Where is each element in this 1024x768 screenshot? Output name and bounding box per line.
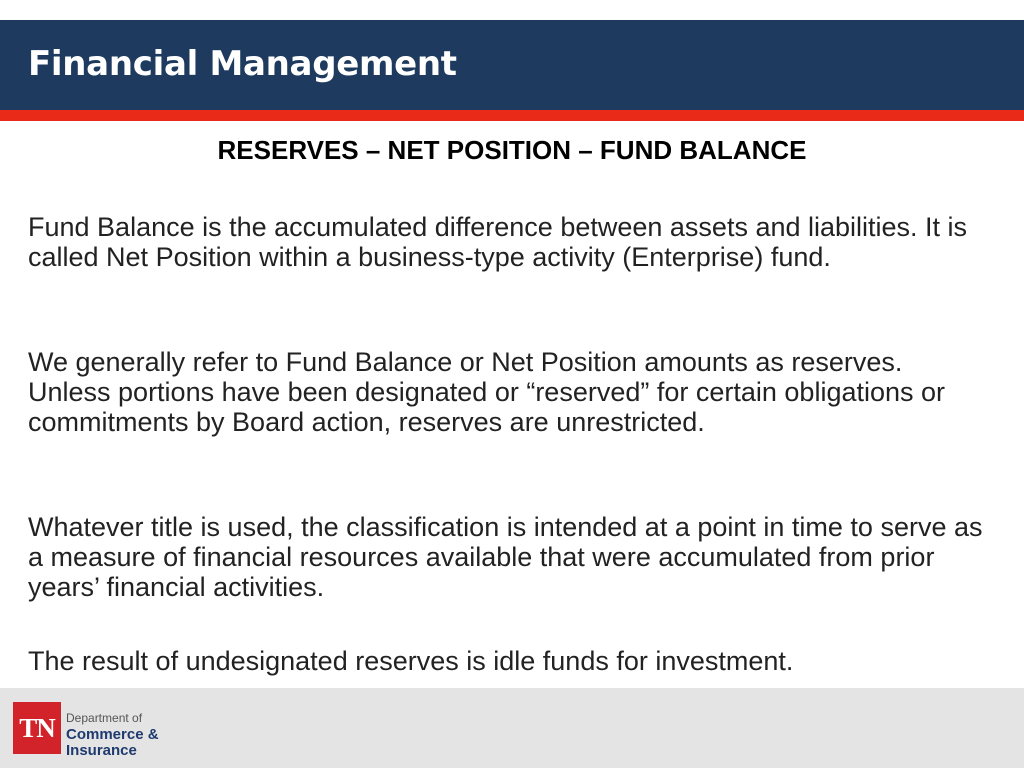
paragraph-classification: Whatever title is used, the classification is intended at a point in time to serve as a measure of financial resources available that were accumulated from prior years’ financial activities. <box>28 512 983 602</box>
slide-subtitle: RESERVES – NET POSITION – FUND BALANCE <box>217 135 807 165</box>
header-accent-stripe <box>0 110 1024 121</box>
tn-logo-icon <box>13 702 61 754</box>
logo-mark-text: TN <box>19 712 55 743</box>
logo-text-insurance: Insurance <box>66 742 137 759</box>
logo-text-department: Department of <box>66 711 143 725</box>
page-title: Financial Management <box>28 44 457 84</box>
paragraph-idle-funds: The result of undesignated reserves is idle funds for investment. <box>28 646 794 676</box>
paragraph-reserves: We generally refer to Fund Balance or Net Position amounts as reserves. Unless portions have been designated or “reserved” for certain obligations or commitments by Board action, reserves are unrestricted. <box>28 347 946 437</box>
paragraph-fund-balance: Fund Balance is the accumulated difference between assets and liabilities. It is called Net Position within a business-type activity (Enterprise) fund. <box>28 212 968 272</box>
logo-text-commerce: Commerce & <box>66 726 159 743</box>
